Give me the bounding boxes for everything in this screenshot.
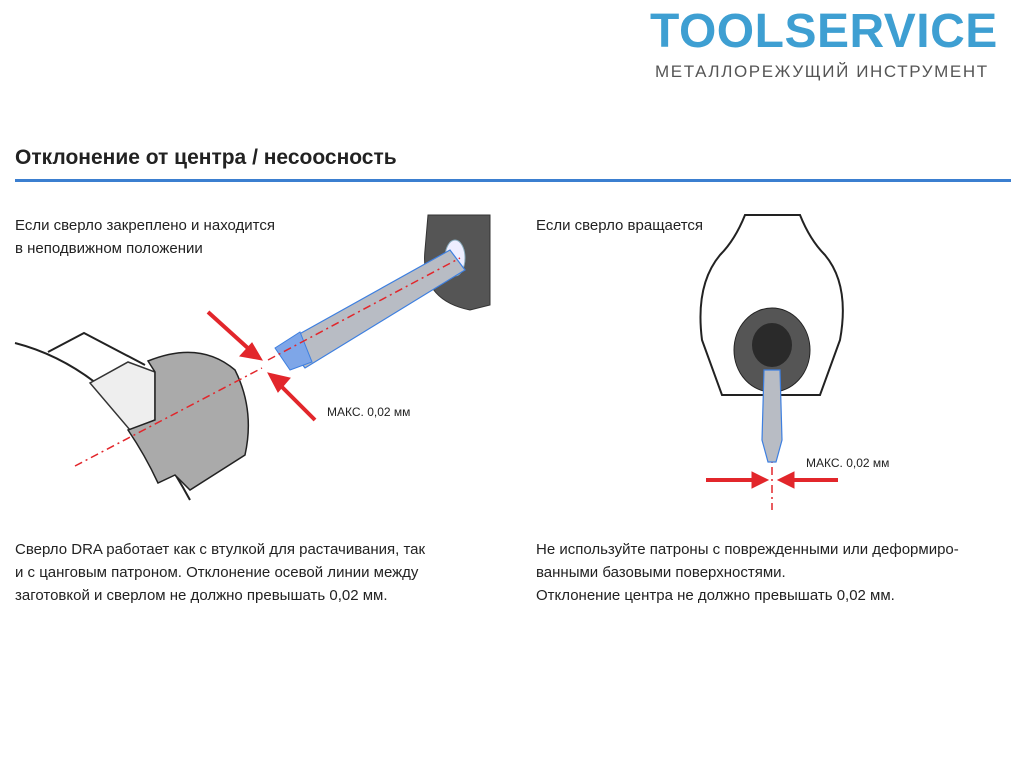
page-title: Отклонение от центра / несоосность — [15, 146, 397, 169]
right-body-line: Не используйте патроны с поврежденными или деформиро- — [536, 541, 959, 558]
logo-brand: TOOLSERVICE — [650, 5, 998, 58]
right-diagram-chuck — [700, 215, 842, 462]
right-heading: Если сверло вращается — [536, 217, 704, 234]
left-body-line: Сверло DRA работает как с втулкой для растачивания, так — [15, 541, 426, 558]
left-body-line: и с цанговым патроном. Отклонение осевой линии между — [15, 564, 419, 581]
logo-tagline: МЕТАЛЛОРЕЖУЩИЙ ИНСТРУМЕНТ — [655, 62, 989, 81]
left-heading-line: в неподвижном положении — [15, 240, 203, 257]
right-body-line: ванными базовыми поверхностями. — [536, 564, 786, 581]
right-max-label: МАКС. 0,02 мм — [806, 456, 890, 470]
left-heading — [15, 214, 275, 260]
left-max-label: МАКС. 0,02 мм — [327, 405, 411, 419]
left-body-line: заготовкой и сверлом не должно превышать 0,02 мм. — [15, 587, 388, 604]
right-body-line: Отклонение центра не должно превышать 0,02 мм. — [536, 587, 895, 604]
left-heading-line: Если сверло закреплено и находится — [15, 217, 275, 234]
left-body — [15, 538, 425, 607]
left-diagram-drill — [275, 215, 490, 370]
right-body — [536, 538, 959, 607]
left-diagram-workpiece — [15, 333, 248, 510]
